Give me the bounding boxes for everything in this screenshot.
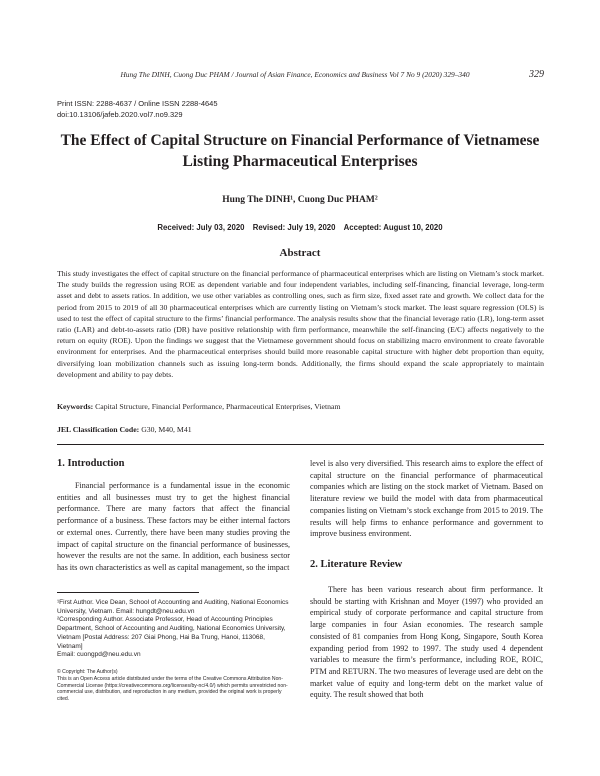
intro-heading: 1. Introduction [57,458,125,469]
running-head: Hung The DINH, Cuong Duc PHAM / Journal of Asian Finance, Economics and Business Vol 7 No 9 (2020) 329–340 [120,70,470,79]
paper-title [50,130,550,172]
jel-codes: G30, M40, M41 [141,425,192,434]
keywords-text: Capital Structure, Financial Performance, Pharmaceutical Enterprises, Vietnam [95,402,341,411]
issn-line: Print ISSN: 2288-4637 / Online ISSN 2288-4645 [57,99,218,108]
revised-date: Revised: July 19, 2020 [252,223,336,232]
copyright-line: © Copyright: The Author(s) [57,669,118,675]
literature-review-paragraph: There has been various research about firm performance. It should be starting with Krishnan and Moyer (1997) who provided an empirical study of corporate performance and capital structure from large companies in four Asian economies. The research sample consisted of 81 companies from Hong Kong, Singapore, South Korea expanding period from 1992 to 1997. The study used 4 dependent variables to measure the firm’s performance, including ROE, ROIC, PTM and RETURN. The two measures of leverage used are debt on the market value of equity and long-term debt on the market value of equity. The result showed that both [310,585,543,700]
keywords [57,402,544,411]
title-line-1: The Effect of Capital Structure on Financial Performance of Vietnamese [60,132,540,149]
jel-label: JEL Classification Code: [57,425,140,434]
footnote-email: Email: cuongpd@neu.edu.vn [57,651,141,659]
received-date: Received: July 03, 2020 [157,223,245,232]
accepted-date: Accepted: August 10, 2020 [343,223,443,232]
authors: Hung The DINH¹, Cuong Duc PHAM² [222,195,378,205]
intro-paragraph: Financial performance is a fundamental issue in the economic entities and all businesses must try to get the highest financial performance. There are many factors that affect the financial performance of a business. These factors may be either internal factors or external ones. Currently, there have been many studies proving the impact of capital structure on the financial performance of businesses, however the results are not the same. In addition, each business sector has its own characteristics as well as capital management, so the impact [57,481,290,572]
abstract-text: This study investigates the effect of capital structure on the financial performance of pharmaceutical enterprises which are listing on Vietnam’s stock market. The study builds the regression using ROE as dependent variable and four independent variables, including self-financing, financial leverage, long-term asset and debt to assets ratios. In addition, we use other variables as controlling ones, such as firm size, fixed asset rate and growth. We collect data for the period from 2015 to 2019 of all 30 pharmaceutical enterprises which are currently listing on Vietnam’s stock market. The least square regression (OLS) is used to test the effect of capital structure to the firms’ financial performance. The analysis results show that the financial leverage ratio (LR), long-term asset ratio (LAR) and debt-to-assets ratio (DR) have positive relationship with firm performance, meanwhile the self-financing (E/C) affects negatively to the return on equity (ROE). Upon the findings we suggest that the Vietnamese government should focus on stabilizing macro environment to create favorable environment for enterprises. And the pharmaceutical enterprises should build more reasonable capital structure with higher debt proportion than equity, diversifying loan mobilization channels such as issuing long-term bonds. Additionally, the firms should expand the scale appropriately to maintain development and ability to pay debts. [57,269,544,379]
title-line-2: Listing Pharmaceutical Enterprises [182,153,418,170]
license-text: This is an Open Access article distributed under the terms of the Creative Commons Attribution Non-Commercial License (https://creativecommons.org/licenses/by-nc/4.0/) which permits unrestricted non-commercial use, distribution, and reproduction in any medium, provided the original work is properly cited. [57,675,288,703]
footnotes [57,599,290,660]
footnote-divider [57,592,199,593]
intro-continued-paragraph: level is also very diversified. This research aims to explore the effect of capital structure on the financial performance of pharmaceutical companies which are listing on the stock market of Vietnam. Based on literature review we build the model with data from pharmaceutical companies listing on Vietnam’s stock exchange from 2015 to 2019. The results will help firms to enhance performance and government to improve business environment. [310,459,543,539]
copyright-notice [57,669,290,703]
issn-block [57,98,218,120]
page-number: 329 [529,69,544,80]
literature-review-heading: 2. Literature Review [310,559,403,570]
abstract-heading: Abstract [279,247,321,259]
section-divider [57,444,544,445]
footnote-first-author: ¹First Author. Vice Dean, School of Accounting and Auditing, National Economics University, Vietnam. Email: hungdt@neu.edu.vn [57,599,289,615]
jel-classification [57,425,544,434]
footnote-corresponding-author: ²Corresponding Author. Associate Professor, Head of Accounting Principles Department, School of Accounting and Auditing, National Economics University, Vietnam [Postal Address: 207 Giai Phong, Hai Ba Trung, Hanoi, 113068, Vietnam] [57,616,286,650]
keywords-label: Keywords: [57,402,94,411]
doi-line: doi:10.13106/jafeb.2020.vol7.no9.329 [57,110,183,119]
publication-dates [50,223,550,232]
